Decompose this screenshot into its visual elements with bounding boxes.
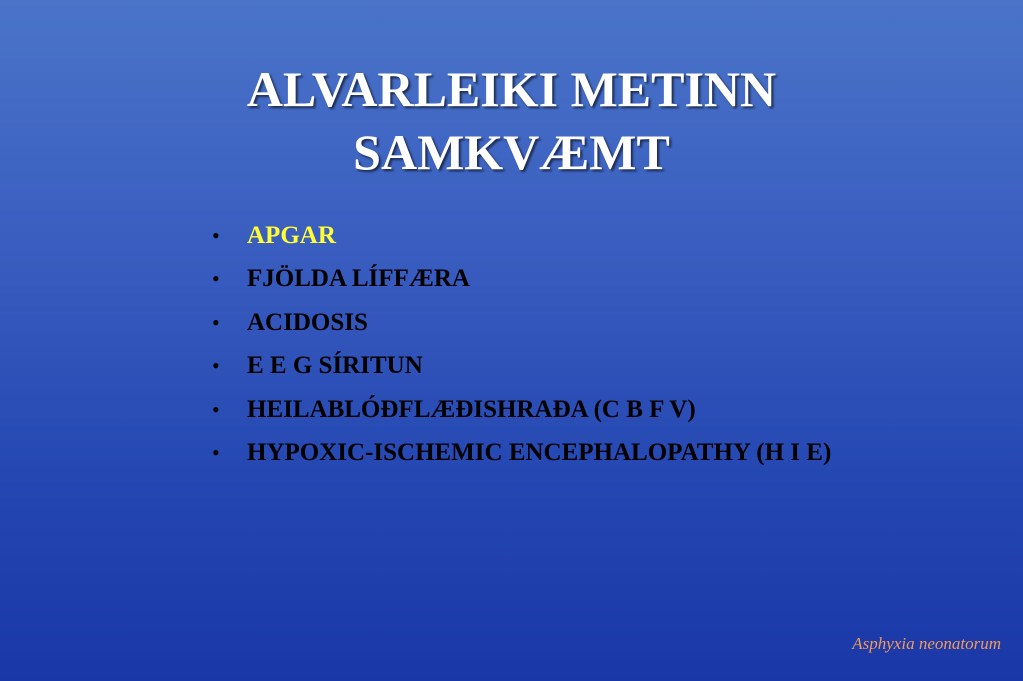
slide-title (0, 58, 1023, 184)
title-line-2: SAMKVÆMT (353, 124, 670, 180)
list-item-text: APGAR (247, 222, 336, 249)
bullet-icon: • (212, 223, 220, 248)
title-line-1: ALVARLEIKI METINN (246, 61, 777, 117)
bullet-icon: • (212, 353, 220, 379)
bullet-icon: • (212, 396, 220, 422)
list-item-organ-count (212, 265, 831, 308)
list-item-hie (212, 439, 831, 482)
bullet-list (212, 222, 831, 482)
list-item-text: E E G SÍRITUN (247, 352, 423, 380)
list-item-text: HYPOXIC-ISCHEMIC ENCEPHALOPATHY (H I E) (247, 438, 832, 466)
bullet-icon: • (212, 439, 220, 465)
footer-caption: Asphyxia neonatorum (852, 634, 1001, 653)
list-item-text: FJÖLDA LÍFFÆRA (247, 265, 470, 293)
list-item-text: HEILABLÓÐFLÆÐISHRAÐA (C B F V) (247, 395, 696, 423)
list-item-text: ACIDOSIS (247, 308, 368, 336)
list-item-eeg (212, 352, 831, 395)
list-item-acidosis (212, 309, 831, 352)
bullet-icon: • (212, 309, 220, 335)
list-item-cbfv (212, 396, 831, 439)
bullet-icon: • (212, 266, 220, 292)
list-item-apgar (212, 222, 831, 265)
